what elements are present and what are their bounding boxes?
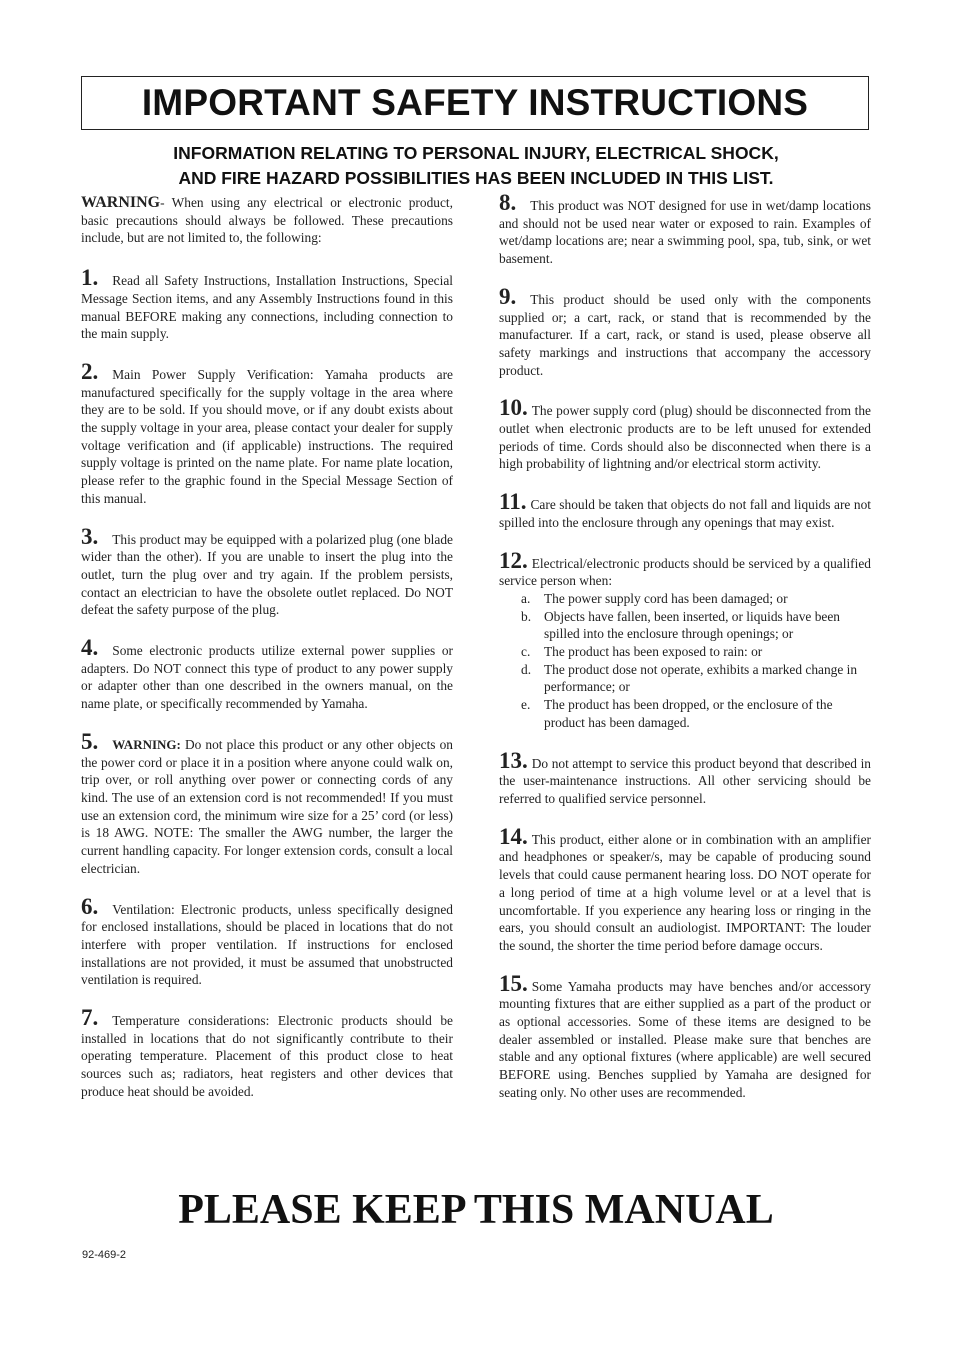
instruction-item-10 xyxy=(499,395,871,473)
left-column xyxy=(81,194,453,1121)
item-number: 7. xyxy=(81,1005,99,1031)
item-text: Electrical/electronic products should be serviced by a qualified service person when: xyxy=(499,555,871,589)
sub-text: Objects have fallen, been inserted, or liquids have been spilled into the enclosure through openings; or xyxy=(544,608,840,642)
item-number: 13. xyxy=(499,747,528,773)
subtitle-line-2: AND FIRE HAZARD POSSIBILITIES HAS BEEN INCLUDED IN THIS LIST. xyxy=(178,168,774,188)
sub-text: The product has been dropped, or the enclosure of the product has been damaged. xyxy=(544,697,833,730)
instruction-item-9 xyxy=(499,283,871,380)
item-warning-label: WARNING: xyxy=(112,736,181,752)
item-text: This product may be equipped with a polarized plug (one blade wider than the other). If you are unable to insert the plug into the outlet, turn the plug over and try again. If the problem persists, contact an electrician to have the obsolete outlet replaced. Do NOT defeat the safety purpose of the plug. xyxy=(81,531,453,618)
instruction-item-5 xyxy=(81,728,453,878)
item-text: This product should be used only with the components supplied or; a cart, rack, or stand that is recommended by the manufacturer. If a cart, rack, or stand is used, please observe all safety markings and instructions that accompany the accessory product. xyxy=(499,291,871,378)
item-text: Some electronic products utilize external power supplies or adapters. Do NOT connect this type of product to any power supply or adapter other than one described in the owners manual, on the name plate, or specifically recommended by Yamaha. xyxy=(81,643,453,712)
intro-text: - When using any electrical or electronic product, basic precautions should always be followed. These precautions include, but are not limited to, the following: xyxy=(81,195,453,246)
subtitle-line-1: INFORMATION RELATING TO PERSONAL INJURY, ELECTRICAL SHOCK, xyxy=(173,143,779,163)
item-text: This product was NOT designed for use in wet/damp locations and should not be used near water or exposed to rain. Examples of wet/damp locations are; near a swimming pool, spa, tub, sink, or wet basement. xyxy=(499,198,871,267)
item-text: Care should be taken that objects do not fall and liquids are not spilled into the enclosure through any openings that may exist. xyxy=(499,497,871,530)
item-text: Ventilation: Electronic products, unless specifically designed for enclosed installations, should be placed in locations that do not interfere with proper ventilation. If instructions for enclosed installations are not provided, it must be assumed that unobstructed ventilation is required. xyxy=(81,901,453,988)
item-number: 14. xyxy=(499,823,528,849)
instruction-item-4 xyxy=(81,635,453,713)
item-text: Main Power Supply Verification: Yamaha products are manufactured specifically for the supply voltage in the area where they are to be sold. If you should move, or if any doubt exists about the supply voltage in your area, please contact your dealer for supply voltage verification and (if applicable) instructions. The required supply voltage is printed on the name plate. For name plate location, please refer to the graphic found in the Special Message Section of this manual. xyxy=(81,366,453,506)
sub-letter: c. xyxy=(521,644,531,660)
sub-text: The product dose not operate, exhibits a marked change in performance; or xyxy=(544,661,858,695)
instruction-item-12 xyxy=(499,547,871,732)
instruction-item-8 xyxy=(499,190,871,268)
right-column xyxy=(499,190,871,1122)
title-box xyxy=(81,76,869,130)
item-number: 15. xyxy=(499,970,528,996)
sub-list-item xyxy=(499,661,871,696)
item-number: 6. xyxy=(81,893,99,919)
item-number: 2. xyxy=(81,358,99,384)
item-number: 3. xyxy=(81,523,99,549)
sub-list-item xyxy=(499,608,871,643)
item-text: Read all Safety Instructions, Installation Instructions, Special Message Section items, and any Assembly Instructions found in this manual BEFORE making any connections, including connection to the main supply. xyxy=(81,273,453,342)
footer-title: PLEASE KEEP THIS MANUAL xyxy=(178,1187,774,1233)
sub-letter: d. xyxy=(521,661,532,677)
item-text: This product, either alone or in combination with an amplifier and headphones or speaker/s, may be capable of producing sound levels that could cause permanent hearing loss. DO NOT operate for a long period of time at a high volume level or at a level that is uncomfortable. If you experience any hearing loss or ringing in the ears, you should consult an audiologist. IMPORTANT: The louder the sound, the shorter the time period before damage occurs. xyxy=(499,831,871,953)
item-number: 9. xyxy=(499,283,517,309)
item-text: The power supply cord (plug) should be disconnected from the outlet when electronic products are to be left unused for extended periods of time. Cords should also be disconnected when there is a high probability of lightning and/or electrical storm activity. xyxy=(499,403,871,472)
sub-text: The product has been exposed to rain: or xyxy=(544,644,763,660)
item-text: Some Yamaha products may have benches and/or accessory mounting fixtures that are either supplied as a part of the product or as optional accessories. Some of these items are designed to be dealer assembled or installed. Please make sure that benches are stable and any optional fixtures (where applicable) are well secured BEFORE using. Benches supplied by Yamaha are designed for seating only. No other uses are recommended. xyxy=(499,978,871,1100)
item-number: 11. xyxy=(499,489,527,515)
instruction-item-13 xyxy=(499,747,871,808)
item-text: Do not attempt to service this product beyond that described in the user-maintenance instructions. All other servicing should be referred to qualified service personnel. xyxy=(499,755,871,806)
instruction-item-2 xyxy=(81,358,453,508)
item-text: Temperature considerations: Electronic products should be installed in locations that do not significantly contribute to their operating temperature. Placement of this product close to heat sources such as; radiators, heat registers and other devices that produce heat should be avoided. xyxy=(81,1013,453,1099)
intro-paragraph xyxy=(81,194,453,247)
subtitle xyxy=(81,141,871,191)
sub-list-item xyxy=(499,590,871,608)
instruction-item-14 xyxy=(499,823,871,955)
sub-list xyxy=(499,590,871,732)
sub-text: The power supply cord has been damaged; or xyxy=(544,590,788,606)
page-title: IMPORTANT SAFETY INSTRUCTIONS xyxy=(141,82,809,123)
instruction-item-7 xyxy=(81,1005,453,1101)
intro-warning-label: WARNING xyxy=(81,194,161,211)
sub-list-item xyxy=(499,696,871,731)
sub-list-item xyxy=(499,643,871,661)
item-number: 4. xyxy=(81,635,99,661)
item-number: 5. xyxy=(81,728,99,754)
item-number: 8. xyxy=(499,190,517,215)
instruction-item-11 xyxy=(499,489,871,531)
sub-letter: b. xyxy=(521,608,532,624)
sub-letter: e. xyxy=(521,697,531,713)
instruction-item-1 xyxy=(81,265,453,343)
instruction-item-15 xyxy=(499,970,871,1102)
item-text: Do not place this product or any other objects on the power cord or place it in a position where anyone could walk on, trip over, or roll anything over power or connecting cords of any kind. The use of an extension cord is not recommended! If you must use an extension cord, the minimum wire size for a 25’ cord (or less) is 18 AWG. NOTE: The smaller the AWG number, the larger the current handling capacity. For longer extension cords, consult a local electrician. xyxy=(81,736,453,876)
instruction-item-6 xyxy=(81,893,453,990)
document-code: 92-469-2 xyxy=(82,1249,127,1261)
item-number: 12. xyxy=(499,547,528,573)
item-number: 10. xyxy=(499,395,528,421)
instruction-item-3 xyxy=(81,523,453,620)
item-number: 1. xyxy=(81,265,99,291)
sub-letter: a. xyxy=(521,590,531,606)
